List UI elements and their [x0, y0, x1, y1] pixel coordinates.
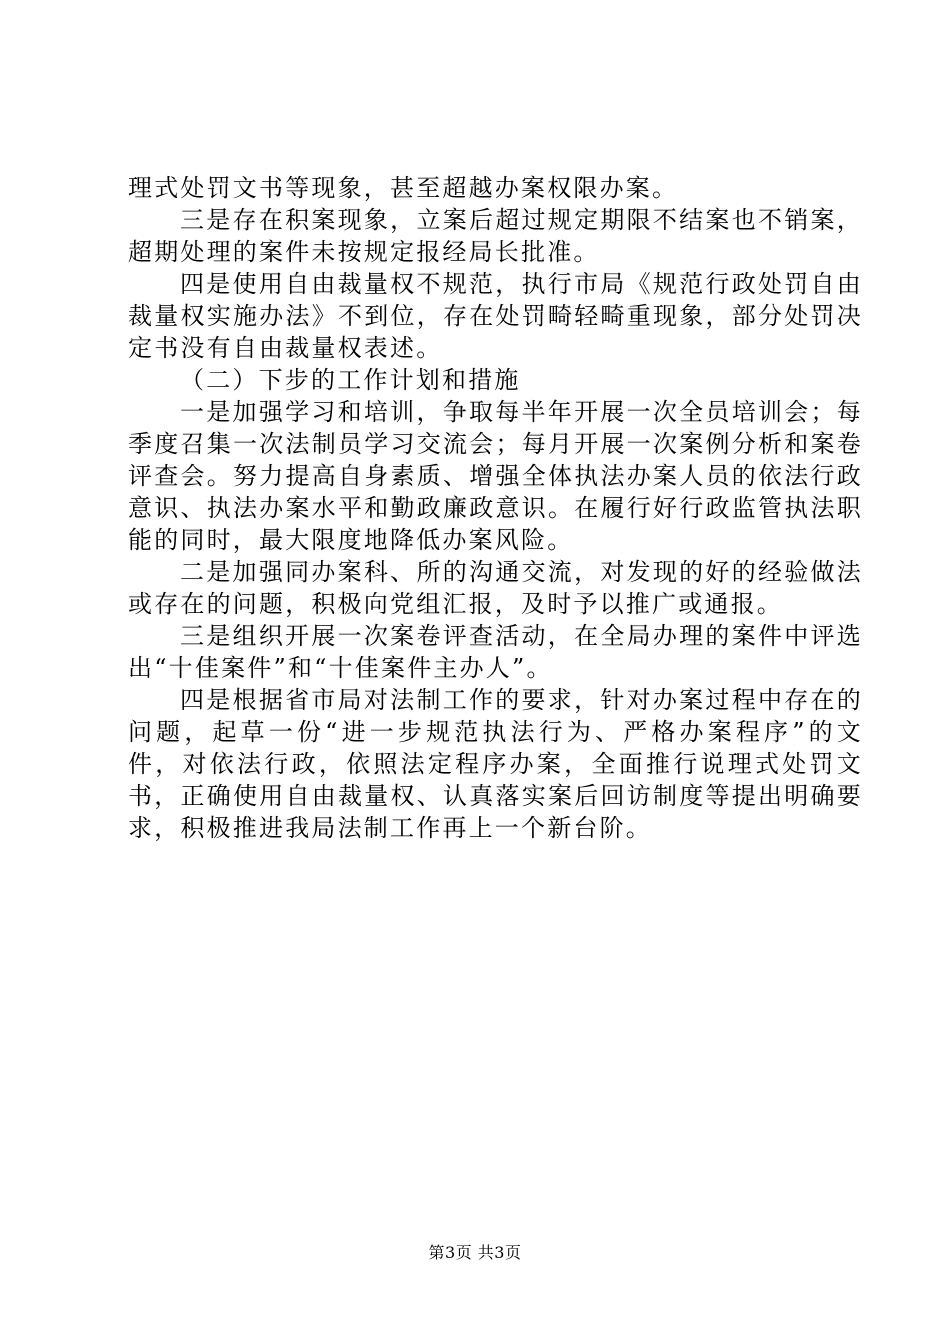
document-body — [128, 172, 863, 844]
section-heading: （二）下步的工作计划和措施 — [180, 366, 521, 394]
paragraph-point-4: 四是使用自由裁量权不规范，执行市局《规范行政处罚自由裁量权实施办法》不到位，存在处罚畸轻畸重现象，部分处罚决定书没有自由裁量权表述。 — [128, 270, 863, 362]
page-footer — [0, 1243, 950, 1263]
paragraph-plan-2: 二是加强同办案科、所的沟通交流，对发现的好的经验做法或存在的问题，积极向党组汇报，及时予以推广或通报。 — [128, 558, 863, 618]
paragraph-point-3: 三是存在积案现象，立案后超过规定期限不结案也不销案，超期处理的案件未按规定报经局长批准。 — [128, 206, 863, 266]
paragraph-plan-3: 三是组织开展一次案卷评查活动，在全局办理的案件中评选出“十佳案件”和“十佳案件主办人”。 — [128, 622, 863, 682]
paragraph-plan-4: 四是根据省市局对法制工作的要求，针对办案过程中存在的问题，起草一份“进一步规范执法行为、严格办案程序”的文件，对依法行政，依照法定程序办案，全面推行说理式处罚文书，正确使用自由裁量权、认真落实案后回访制度等提出明确要求，积极推进我局法制工作再上一个新台阶。 — [128, 686, 863, 842]
page-number: 第3页 共3页 — [428, 1243, 522, 1262]
paragraph-continuation: 理式处罚文书等现象，甚至超越办案权限办案。 — [128, 174, 679, 202]
paragraph-plan-1: 一是加强学习和培训，争取每半年开展一次全员培训会；每季度召集一次法制员学习交流会；每月开展一次案例分析和案卷评查会。努力提高自身素质、增强全体执法办案人员的依法行政意识、执法办案水平和勤政廉政意识。在履行好行政监管执法职能的同时，最大限度地降低办案风险。 — [128, 398, 863, 554]
